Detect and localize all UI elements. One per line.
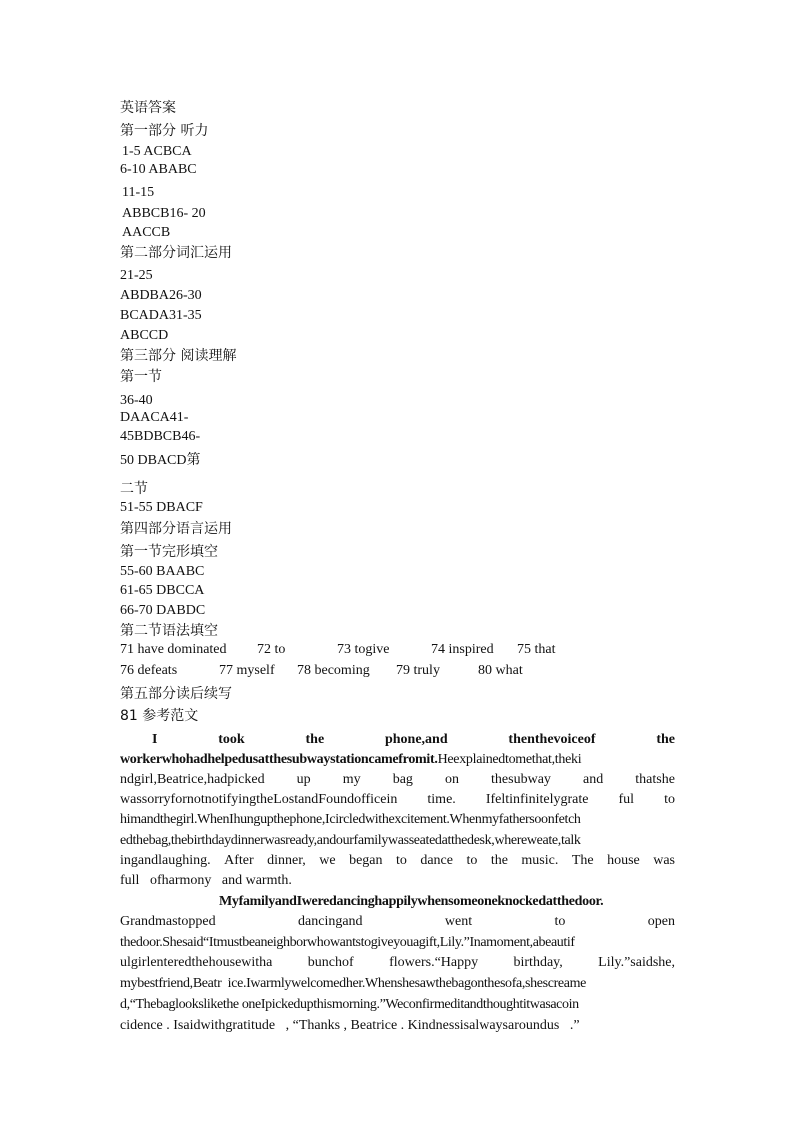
grammar-answer: 76 defeats [120, 663, 178, 678]
para2-line1: MyfamilyandIweredancinghappilywhensomeoneknockedatthedoor. [219, 894, 604, 909]
para2-line5: mybestfriend,Beatr ice.Iwarmlywelcomedher.Whenshesawthebagonthesofa,shescreame [120, 976, 587, 991]
answer-line: 36-40 [120, 393, 153, 408]
grammar-answer: 77 myself [219, 663, 275, 678]
answer-line: 66-70 DABDC [120, 603, 206, 618]
answer-line: 6-10 ABABC [120, 162, 197, 177]
grammar-answer: 71 have dominated [120, 642, 227, 657]
para1-line1: I took the phone,and thenthevoiceof the [152, 732, 675, 747]
grammar-answer: 75 that [517, 642, 556, 657]
para1-line6: edthebag,thebirthdaydinnerwasready,andourfamilywasseatedatthedesk,whereweate,talk [120, 833, 581, 848]
answer-line: 45BDBCB46- [120, 429, 201, 444]
answer-line: 11-15 [122, 185, 155, 200]
part3-section1: 第一节 [120, 369, 162, 385]
sample-label: 81 参考范文 [120, 708, 199, 724]
para2-line3: thedoor.Shesaid“Itmustbeaneighborwhowantstogiveyouagift,Lily.”Inamoment,abeautif [120, 935, 575, 950]
answer-line: ABCCD [120, 328, 169, 343]
answer-line: 21-25 [120, 268, 153, 283]
answer-line: AACCB [122, 225, 171, 240]
para1-line7: ingandlaughing. After dinner, we began to dance to the music. The house was [120, 853, 675, 868]
grammar-answer: 79 truly [396, 663, 440, 678]
part3-heading: 第三部分 阅读理解 [120, 348, 237, 364]
part1-heading: 第一部分 听力 [120, 123, 209, 139]
answer-line: 51-55 DBACF [120, 500, 203, 515]
para2-line7: cidence . Isaidwithgratitude , “Thanks , Beatrice . Kindnessisalwaysaroundus .” [120, 1018, 580, 1033]
answer-line: 1-5 ACBCA [122, 144, 192, 159]
answer-line: DAACA41- [120, 410, 189, 425]
grammar-answer: 73 togive [337, 642, 390, 657]
grammar-answer: 80 what [478, 663, 523, 678]
answer-line: ABBCB16- 20 [122, 206, 206, 221]
para1-line8: full ofharmony and warmth. [120, 873, 292, 888]
part4-section1: 第一节完形填空 [120, 544, 218, 560]
doc-title: 英语答案 [120, 100, 176, 116]
part4-section2: 第二节语法填空 [120, 623, 218, 639]
part5-heading: 第五部分读后续写 [120, 686, 232, 702]
part3-section2: 二节 [120, 481, 148, 497]
answer-line: ABDBA26-30 [120, 288, 202, 303]
grammar-answer: 72 to [257, 642, 286, 657]
para1-line3: ndgirl,Beatrice,hadpicked up my bag on thesubway and thatshe [120, 772, 675, 787]
answer-line: 61-65 DBCCA [120, 583, 205, 598]
answer-line: 50 DBACD第 [120, 453, 201, 468]
para1-line2: workerwhohadhelpedusatthesubwaystationcamefromit.Heexplainedtomethat,theki [120, 752, 582, 767]
para2-line6: d,“Thebaglookslikethe oneIpickedupthismorning.”Weconfirmeditandthoughtitwasacoin [120, 997, 579, 1012]
part4-heading: 第四部分语言运用 [120, 521, 232, 537]
answer-line: 55-60 BAABC [120, 564, 205, 579]
para1-line5: himandthegirl.WhenIhungupthephone,Icircledwithexcitement.Whenmyfathersoonfetch [120, 812, 581, 827]
para2-line4: ulgirlenteredthehousewitha bunchof flowers.“Happy birthday, Lily.”saidshe, [120, 955, 675, 970]
grammar-answer: 78 becoming [297, 663, 370, 678]
answer-line: BCADA31-35 [120, 308, 202, 323]
part2-heading: 第二部分词汇运用 [120, 245, 232, 261]
grammar-answer: 74 inspired [431, 642, 494, 657]
para2-line2: Grandmastopped dancingand went to open [120, 914, 675, 929]
para1-line4: wassorryfornotnotifyingtheLostandFoundofficein time. Ifeltinfinitelygrate ful to [120, 792, 675, 807]
